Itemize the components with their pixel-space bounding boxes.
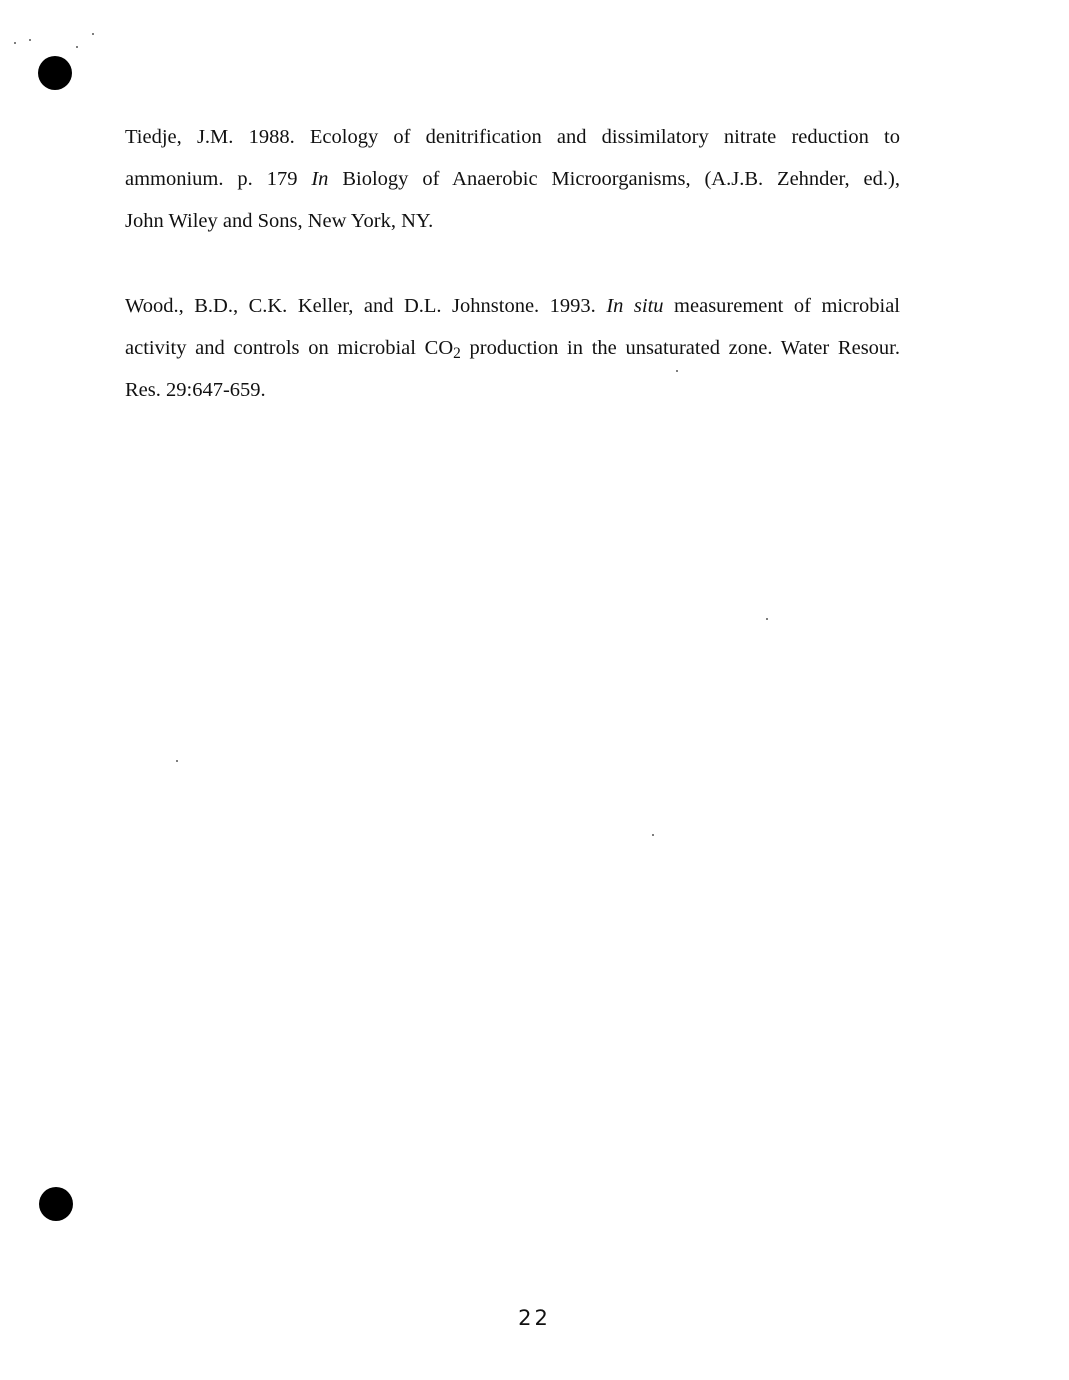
scan-speck: [766, 618, 768, 620]
reference-line: John Wiley and Sons, New York, NY.: [125, 210, 434, 232]
reference-line: [125, 158, 900, 200]
reference-italic-text: In situ: [606, 295, 664, 317]
scan-speck: [14, 42, 16, 44]
reference-text: measurement of microbial: [663, 295, 900, 317]
reference-line: [125, 327, 900, 369]
reference-text: Wood., B.D., C.K. Keller, and D.L. Johnstone. 1993.: [125, 295, 607, 317]
reference-text: ammonium. p. 179: [125, 168, 312, 190]
reference-entry: [125, 285, 900, 411]
page-number: 22: [518, 1306, 551, 1330]
punch-hole: [38, 56, 72, 90]
scan-speck: [652, 834, 654, 836]
scan-speck: [176, 760, 178, 762]
scan-speck: [76, 46, 78, 48]
reference-line: [125, 285, 900, 327]
reference-text: Biology of Anaerobic Microorganisms, (A.J.B. Zehnder, ed.),: [328, 168, 900, 190]
reference-italic-text: In: [311, 168, 329, 190]
reference-text: activity and controls on microbial CO: [125, 337, 454, 359]
reference-text: production in the unsaturated zone. Water Resour.: [460, 337, 900, 359]
reference-line: Tiedje, J.M. 1988. Ecology of denitrification and dissimilatory nitrate reduction to: [125, 126, 900, 148]
subscript: 2: [453, 344, 461, 362]
punch-hole: [39, 1187, 73, 1221]
reference-line: Res. 29:647-659.: [125, 379, 266, 401]
reference-entry: [125, 116, 900, 242]
scan-speck: [92, 33, 94, 35]
scan-speck: [29, 39, 31, 41]
